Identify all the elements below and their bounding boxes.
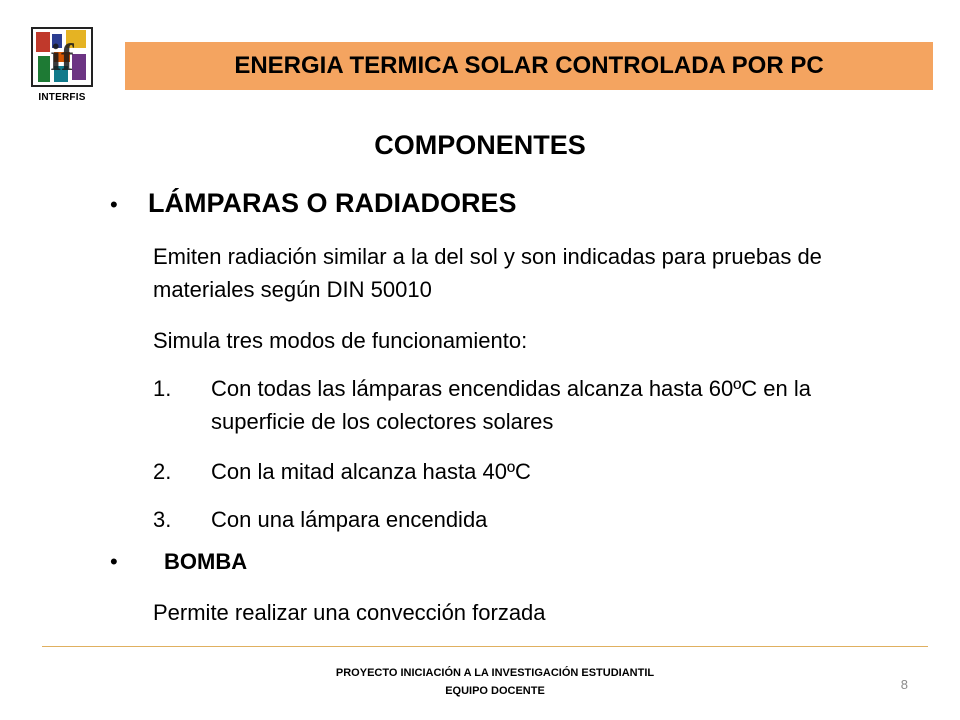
item-number: 3. xyxy=(153,507,172,532)
slide-title: ENERGIA TERMICA SOLAR CONTROLADA POR PC xyxy=(234,52,824,79)
bullet-dot-icon: • xyxy=(110,192,118,217)
item-text: Con la mitad alcanza hasta 40ºC xyxy=(211,459,531,484)
paragraph: Permite realizar una convección forzada xyxy=(153,600,546,625)
bullet-item xyxy=(110,549,247,575)
section-title: COMPONENTES xyxy=(374,130,586,160)
paragraph: Emiten radiación similar a la del sol y son indicadas para pruebas de materiales según DIN 50010 xyxy=(153,244,822,302)
bullet-dot-icon: • xyxy=(110,549,118,574)
numbered-item xyxy=(153,372,853,438)
bullet-item xyxy=(110,188,517,219)
numbered-item xyxy=(153,455,853,488)
footer-team: EQUIPO DOCENTE xyxy=(445,685,545,697)
page-number: 8 xyxy=(900,677,908,692)
title-bar xyxy=(125,42,933,90)
footer xyxy=(0,664,960,700)
logo-graphic xyxy=(28,22,96,92)
footer-divider xyxy=(42,646,928,647)
bullet-label: LÁMPARAS O RADIADORES xyxy=(148,188,517,218)
logo-text: INTERFIS xyxy=(38,92,86,103)
svg-text:if: if xyxy=(50,37,74,79)
item-text: Con una lámpara encendida xyxy=(211,507,488,532)
numbered-item xyxy=(153,503,853,536)
item-number: 2. xyxy=(153,459,172,484)
footer-project: PROYECTO INICIACIÓN A LA INVESTIGACIÓN ESTUDIANTIL xyxy=(335,667,655,679)
bullet-label: BOMBA xyxy=(164,549,248,574)
interfis-logo xyxy=(28,22,96,104)
item-text: Con todas las lámparas encendidas alcanza hasta 60ºC en la superficie de los colectores solares xyxy=(211,376,811,434)
paragraph: Simula tres modos de funcionamiento: xyxy=(153,328,528,353)
item-number: 1. xyxy=(153,376,172,401)
